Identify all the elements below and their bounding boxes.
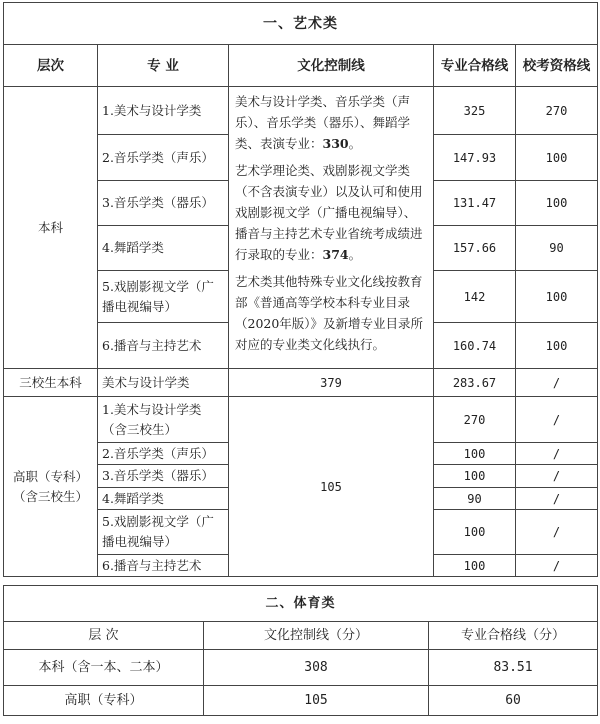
school-pass-cell: 90 bbox=[516, 226, 598, 271]
major-cell: 2.音乐学类（声乐） bbox=[98, 443, 229, 465]
table-row bbox=[4, 87, 598, 135]
major-cell: 6.播音与主持艺术 bbox=[98, 555, 229, 577]
art-section-title-row bbox=[4, 3, 598, 45]
header-professional-pass-line: 专业合格线（分） bbox=[429, 622, 598, 650]
header-major: 专 业 bbox=[98, 45, 229, 87]
major-cell: 3.音乐学类（器乐） bbox=[98, 465, 229, 488]
gaozhi-culture-cell: 105 bbox=[229, 397, 434, 577]
major-cell: 6.播音与主持艺术 bbox=[98, 323, 229, 369]
culture-cell: 105 bbox=[204, 686, 429, 716]
prof-pass-cell: 325 bbox=[434, 87, 516, 135]
prof-pass-cell: 270 bbox=[434, 397, 516, 443]
table-row bbox=[4, 686, 598, 716]
major-cell: 5.戏剧影视文学（广播电视编导） bbox=[98, 510, 229, 555]
prof-pass-cell: 142 bbox=[434, 271, 516, 323]
culture-note-3: 艺术类其他特殊专业文化线按教育部《普通高等学校本科专业目录（2020年版）》及新增专业目录所对应的专业类文化线执行。 bbox=[235, 274, 424, 352]
prof-pass-cell: 90 bbox=[434, 488, 516, 510]
level-benke: 本科 bbox=[4, 87, 98, 369]
prof-pass-cell: 100 bbox=[434, 510, 516, 555]
major-cell: 4.舞蹈学类 bbox=[98, 226, 229, 271]
art-section-title: 一、艺术类 bbox=[4, 3, 598, 45]
school-pass-cell: 270 bbox=[516, 87, 598, 135]
school-pass-cell: / bbox=[516, 369, 598, 397]
benke-culture-notes bbox=[229, 87, 434, 369]
school-pass-cell: / bbox=[516, 397, 598, 443]
school-pass-cell: / bbox=[516, 443, 598, 465]
level-gaozhi: 高职（专科）（含三校生） bbox=[4, 397, 98, 577]
major-cell: 2.音乐学类（声乐） bbox=[98, 135, 229, 181]
school-pass-cell: 100 bbox=[516, 135, 598, 181]
header-culture-line: 文化控制线（分） bbox=[204, 622, 429, 650]
sports-section-title: 二、体育类 bbox=[4, 586, 598, 622]
major-cell: 1.美术与设计学类 bbox=[98, 87, 229, 135]
major-cell: 5.戏剧影视文学（广播电视编导） bbox=[98, 271, 229, 323]
sports-header-row bbox=[4, 622, 598, 650]
header-professional-pass-line: 专业合格线 bbox=[434, 45, 516, 87]
level-sanxiao: 三校生本科 bbox=[4, 369, 98, 397]
header-level: 层 次 bbox=[4, 622, 204, 650]
school-pass-cell: 100 bbox=[516, 323, 598, 369]
culture-note-2: 艺术学理论类、戏剧影视文学类（不含表演专业）以及认可和使用戏剧影视文学（广播电视编导）、播音与主持艺术专业省统考成绩进行录取的专业：374。 bbox=[235, 163, 423, 262]
school-pass-cell: / bbox=[516, 465, 598, 488]
prof-pass-cell: 157.66 bbox=[434, 226, 516, 271]
prof-pass-cell: 283.67 bbox=[434, 369, 516, 397]
prof-pass-cell: 83.51 bbox=[429, 650, 598, 686]
art-score-table bbox=[3, 2, 598, 577]
header-culture-line: 文化控制线 bbox=[229, 45, 434, 87]
culture-cell: 379 bbox=[229, 369, 434, 397]
sports-section-title-row bbox=[4, 586, 598, 622]
prof-pass-cell: 60 bbox=[429, 686, 598, 716]
school-pass-cell: 100 bbox=[516, 271, 598, 323]
prof-pass-cell: 131.47 bbox=[434, 181, 516, 226]
major-cell: 1.美术与设计学类（含三校生） bbox=[98, 397, 229, 443]
art-header-row bbox=[4, 45, 598, 87]
table-row bbox=[4, 369, 598, 397]
prof-pass-cell: 100 bbox=[434, 555, 516, 577]
prof-pass-cell: 100 bbox=[434, 465, 516, 488]
major-cell: 3.音乐学类（器乐） bbox=[98, 181, 229, 226]
table-row bbox=[4, 397, 598, 443]
header-level: 层次 bbox=[4, 45, 98, 87]
school-pass-cell: / bbox=[516, 488, 598, 510]
sports-score-table bbox=[3, 585, 598, 716]
school-pass-cell: 100 bbox=[516, 181, 598, 226]
culture-note-1: 美术与设计学类、音乐学类（声乐）、音乐学类（器乐）、舞蹈学类、表演专业：330。 bbox=[235, 94, 411, 151]
prof-pass-cell: 160.74 bbox=[434, 323, 516, 369]
school-pass-cell: / bbox=[516, 510, 598, 555]
table-row bbox=[4, 650, 598, 686]
prof-pass-cell: 100 bbox=[434, 443, 516, 465]
major-cell: 美术与设计学类 bbox=[98, 369, 229, 397]
major-cell: 4.舞蹈学类 bbox=[98, 488, 229, 510]
header-school-exam-line: 校考资格线 bbox=[516, 45, 598, 87]
culture-cell: 308 bbox=[204, 650, 429, 686]
school-pass-cell: / bbox=[516, 555, 598, 577]
level-cell: 高职（专科） bbox=[4, 686, 204, 716]
prof-pass-cell: 147.93 bbox=[434, 135, 516, 181]
level-cell: 本科（含一本、二本） bbox=[4, 650, 204, 686]
